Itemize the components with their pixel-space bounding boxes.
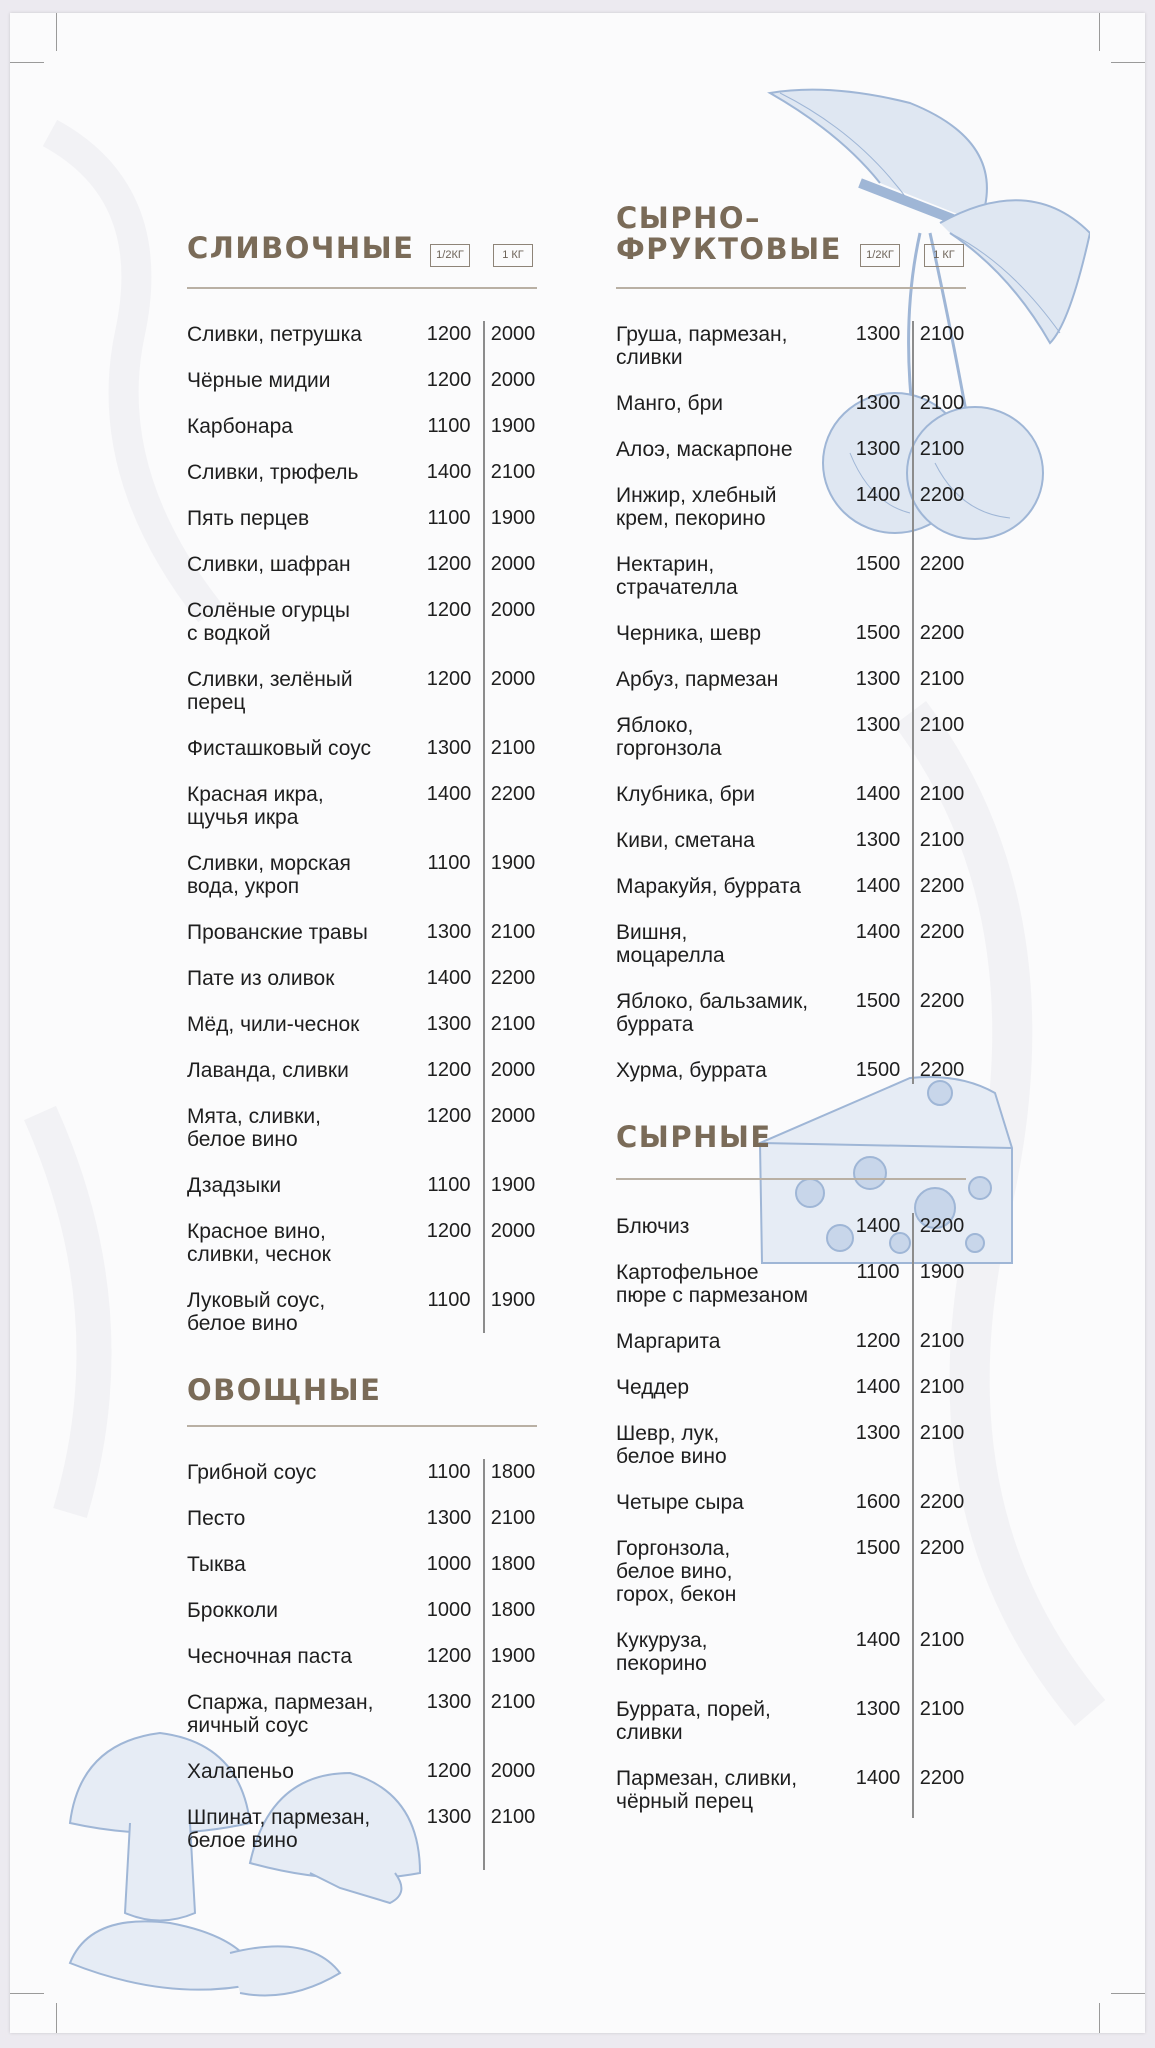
dish-name: Кукуруза, пекорино [616,1629,708,1675]
cheese-illustration [750,1063,1020,1283]
dish-name: Арбуз, пармезан [616,668,779,691]
price-half-kg: 1300 [855,829,901,851]
dish-name: Сливки, шафран [187,553,351,576]
price-half-kg: 1400 [855,1767,901,1789]
dish-name: Сливки, трюфель [187,461,359,484]
price-kg: 2200 [490,783,536,805]
price-half-kg: 1100 [427,1461,471,1483]
price-kg: 2100 [490,737,536,759]
price-half-kg: 1500 [855,1059,901,1081]
dish-name: Прованские травы [187,921,368,944]
price-half-kg: 1500 [855,622,901,644]
dish-name: Чеддер [616,1376,690,1399]
dish-name: Сливки, зелёный перец [187,668,353,714]
price-kg: 2000 [490,1760,536,1782]
section-rule [616,1178,966,1180]
dish-name: Киви, сметана [616,829,755,852]
price-half-kg: 1300 [426,1013,472,1035]
dish-name: Клубника, бри [616,783,756,806]
dish-name: Шевр, лук, белое вино [616,1422,727,1468]
price-kg: 2000 [490,599,536,621]
price-half-kg: 1200 [855,1330,901,1352]
price-kg: 1900 [490,415,536,437]
price-half-kg: 1200 [426,323,472,345]
price-half-kg: 1300 [855,438,901,460]
price-half-kg: 1400 [855,783,901,805]
dish-name: Халапеньо [187,1760,294,1783]
section-rule [616,287,966,289]
price-kg: 2100 [919,1330,965,1352]
price-half-kg: 1400 [855,484,901,506]
price-half-kg: 1300 [426,1691,472,1713]
price-kg: 2100 [919,783,965,805]
price-half-kg: 1200 [426,1105,472,1127]
price-kg: 2200 [919,1059,965,1081]
price-half-kg: 1300 [855,714,901,736]
price-kg: 2100 [919,323,965,345]
price-half-kg: 1400 [426,967,472,989]
dish-name: Дзадзыки [187,1174,282,1197]
price-kg: 2100 [490,921,536,943]
dish-name: Блючиз [616,1215,690,1238]
kg-label: 1 КГ [924,244,964,267]
dish-name: Луковый соус, белое вино [187,1289,326,1335]
section-title: СЫРНЫЕ [616,1120,772,1154]
section-rule [187,1425,537,1427]
price-half-kg: 1300 [426,1806,472,1828]
dish-name: Карбонара [187,415,293,438]
dish-name: Маракуйя, буррата [616,875,801,898]
dish-name: Спаржа, пармезан, яичный соус [187,1691,374,1737]
price-divider [483,321,485,1333]
price-kg: 2200 [919,921,965,943]
price-half-kg: 1500 [855,553,901,575]
dish-name: Горгонзола, белое вино, горох, бекон [616,1537,737,1606]
price-kg: 2100 [490,1013,536,1035]
kg-label: 1 КГ [493,244,533,267]
dish-name: Инжир, хлебный крем, пекорино [616,484,777,530]
dish-name: Мёд, чили-чеснок [187,1013,360,1036]
price-half-kg: 1300 [855,668,901,690]
price-kg: 2000 [490,323,536,345]
price-kg: 2200 [919,484,965,506]
price-kg: 1800 [490,1599,536,1621]
price-half-kg: 1400 [426,783,472,805]
price-half-kg: 1400 [855,1376,901,1398]
price-half-kg: 1400 [855,921,901,943]
price-kg: 2200 [919,1537,965,1559]
price-half-kg: 1300 [855,1422,901,1444]
dish-name: Красная икра, щучья икра [187,783,324,829]
dish-name: Чёрные мидии [187,369,331,392]
price-half-kg: 1000 [426,1553,472,1575]
dish-name: Мята, сливки, белое вино [187,1105,321,1151]
price-half-kg: 1300 [426,1507,472,1529]
price-half-kg: 1400 [855,1629,901,1651]
price-kg: 2200 [919,553,965,575]
price-half-kg: 1200 [426,553,472,575]
price-half-kg: 1500 [855,990,901,1012]
dish-name: Буррата, порей, сливки [616,1698,771,1744]
price-half-kg: 1300 [855,392,901,414]
price-half-kg: 1100 [427,507,471,529]
price-half-kg: 1000 [426,1599,472,1621]
price-kg: 2100 [490,461,536,483]
dish-name: Нектарин, страчателла [616,553,738,599]
dish-name: Лаванда, сливки [187,1059,349,1082]
price-half-kg: 1200 [426,599,472,621]
price-divider [912,321,914,1084]
price-kg: 1900 [490,1289,536,1311]
dish-name: Пять перцев [187,507,310,530]
price-half-kg: 1300 [855,1698,901,1720]
half-kg-label: 1/2КГ [430,244,470,267]
dish-name: Красное вино, сливки, чеснок [187,1220,331,1266]
price-half-kg: 1100 [427,415,471,437]
dish-name: Картофельное пюре с пармезаном [616,1261,809,1307]
dish-name: Чесночная паста [187,1645,353,1668]
price-half-kg: 1200 [426,1645,472,1667]
price-half-kg: 1100 [427,1174,471,1196]
section-rule [187,287,537,289]
price-kg: 1900 [919,1261,965,1283]
price-kg: 1900 [490,1645,536,1667]
dish-name: Вишня, моцарелла [616,921,725,967]
price-kg: 2200 [919,990,965,1012]
dish-name: Пате из оливок [187,967,335,990]
dish-name: Сливки, морская вода, укроп [187,852,351,898]
dish-name: Четыре сыра [616,1491,744,1514]
price-kg: 2200 [919,875,965,897]
price-half-kg: 1100 [427,1289,471,1311]
section-title: ОВОЩНЫЕ [187,1373,382,1407]
price-half-kg: 1300 [855,323,901,345]
price-kg: 1900 [490,852,536,874]
dish-name: Сливки, петрушка [187,323,362,346]
price-divider [483,1459,485,1870]
price-kg: 2000 [490,1059,536,1081]
price-kg: 1900 [490,1174,536,1196]
price-half-kg: 1100 [427,852,471,874]
dish-name: Алоэ, маскарпоне [616,438,793,461]
price-kg: 2000 [490,668,536,690]
dish-name: Фисташковый соус [187,737,371,760]
price-kg: 2100 [490,1691,536,1713]
price-kg: 2100 [490,1806,536,1828]
price-half-kg: 1300 [426,737,472,759]
half-kg-label: 1/2КГ [860,244,900,267]
dish-name: Тыква [187,1553,246,1576]
price-kg: 1800 [490,1553,536,1575]
price-kg: 2200 [919,1491,965,1513]
price-half-kg: 1400 [426,461,472,483]
price-kg: 2100 [919,1698,965,1720]
mushrooms-illustration [50,1713,450,2013]
dish-name: Черника, шевр [616,622,762,645]
price-kg: 2000 [490,1220,536,1242]
price-half-kg: 1600 [855,1491,901,1513]
price-divider [912,1213,914,1818]
dish-name: Песто [187,1507,246,1530]
price-kg: 2100 [919,829,965,851]
dish-name: Маргарита [616,1330,721,1353]
price-half-kg: 1300 [426,921,472,943]
dish-name: Яблоко, горгонзола [616,714,722,760]
dish-name: Брокколи [187,1599,278,1622]
dish-name: Шпинат, пармезан, белое вино [187,1806,371,1852]
price-kg: 2100 [919,392,965,414]
dish-name: Яблоко, бальзамик, буррата [616,990,809,1036]
price-kg: 2000 [490,369,536,391]
price-half-kg: 1400 [855,875,901,897]
price-half-kg: 1400 [855,1215,901,1237]
price-kg: 2100 [919,1629,965,1651]
section-title: СЫРНО– ФРУКТОВЫЕ [616,201,842,266]
price-kg: 1800 [490,1461,536,1483]
price-half-kg: 1200 [426,1760,472,1782]
dish-name: Пармезан, сливки, чёрный перец [616,1767,798,1813]
price-half-kg: 1500 [855,1537,901,1559]
dish-name: Груша, пармезан, сливки [616,323,788,369]
dish-name: Манго, бри [616,392,723,415]
price-kg: 2000 [490,553,536,575]
price-kg: 2000 [490,1105,536,1127]
price-half-kg: 1100 [856,1261,900,1283]
menu-page [10,13,1145,2033]
price-kg: 2100 [919,438,965,460]
section-title: СЛИВОЧНЫЕ [187,231,415,265]
price-kg: 2100 [919,1422,965,1444]
price-half-kg: 1200 [426,369,472,391]
dish-name: Грибной соус [187,1461,317,1484]
dish-name: Хурма, буррата [616,1059,767,1082]
price-half-kg: 1200 [426,1220,472,1242]
price-kg: 1900 [490,507,536,529]
dish-name: Солёные огурцы с водкой [187,599,350,645]
price-kg: 2100 [490,1507,536,1529]
price-half-kg: 1200 [426,668,472,690]
price-half-kg: 1200 [426,1059,472,1081]
price-kg: 2100 [919,668,965,690]
price-kg: 2100 [919,714,965,736]
price-kg: 2200 [919,1215,965,1237]
price-kg: 2200 [919,622,965,644]
price-kg: 2100 [919,1376,965,1398]
price-kg: 2200 [919,1767,965,1789]
price-kg: 2200 [490,967,536,989]
